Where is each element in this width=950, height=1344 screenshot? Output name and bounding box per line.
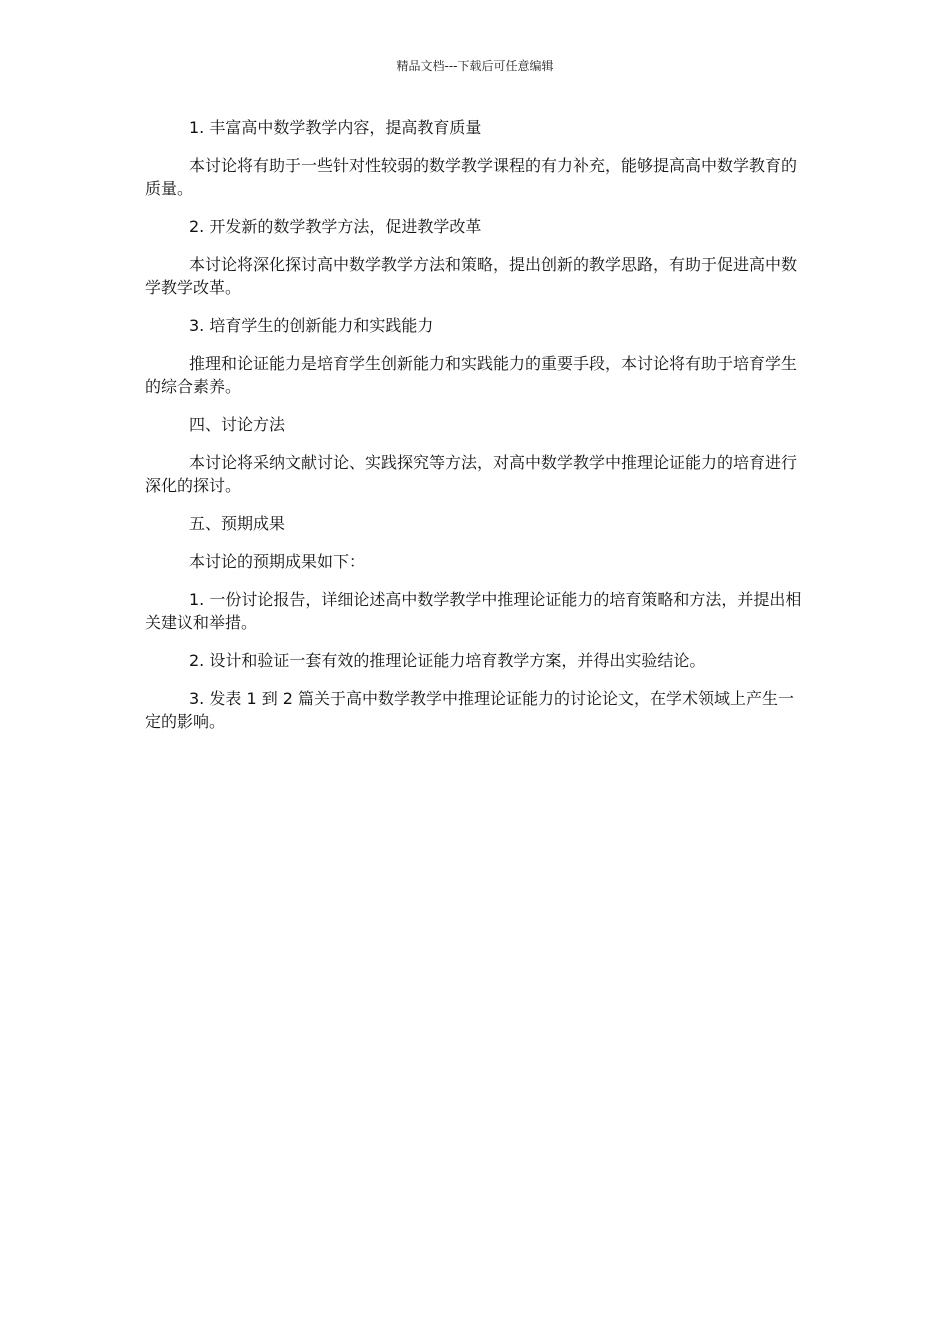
outcome-item-1: 1. 一份讨论报告，详细论述高中数学教学中推理论证能力的培育策略和方法，并提出相关建议和举措。 [145, 590, 802, 632]
outcome-item-3: 3. 发表 1 到 2 篇关于高中数学教学中推理论证能力的讨论论文，在学术领域上产生一定的影响。 [145, 689, 795, 731]
body-paragraph: 本讨论的预期成果如下： [189, 552, 366, 571]
body-paragraph: 本讨论将深化探讨高中数学教学方法和策略，提出创新的教学思路，有助于促进高中数学教学改革。 [145, 255, 798, 297]
page-header: 精品文档---下载后可任意编辑 [396, 59, 554, 73]
heading-item-1: 1. 丰富高中数学教学内容，提高教育质量 [189, 118, 482, 137]
heading-item-2: 2. 开发新的数学教学方法，促进教学改革 [189, 217, 482, 236]
outcome-item-2: 2. 设计和验证一套有效的推理论证能力培育教学方案，并得出实验结论。 [189, 651, 706, 670]
body-paragraph: 本讨论将有助于一些针对性较弱的数学教学课程的有力补充，能够提高高中数学教育的质量。 [145, 156, 798, 198]
section-heading-methods: 四、讨论方法 [189, 415, 286, 434]
document-body [145, 116, 805, 748]
section-heading-outcomes: 五、预期成果 [189, 514, 286, 533]
body-paragraph: 本讨论将采纳文献讨论、实践探究等方法，对高中数学教学中推理论证能力的培育进行深化的探讨。 [145, 453, 798, 495]
heading-item-3: 3. 培育学生的创新能力和实践能力 [189, 316, 434, 335]
body-paragraph: 推理和论证能力是培育学生创新能力和实践能力的重要手段，本讨论将有助于培育学生的综合素养。 [145, 354, 798, 396]
